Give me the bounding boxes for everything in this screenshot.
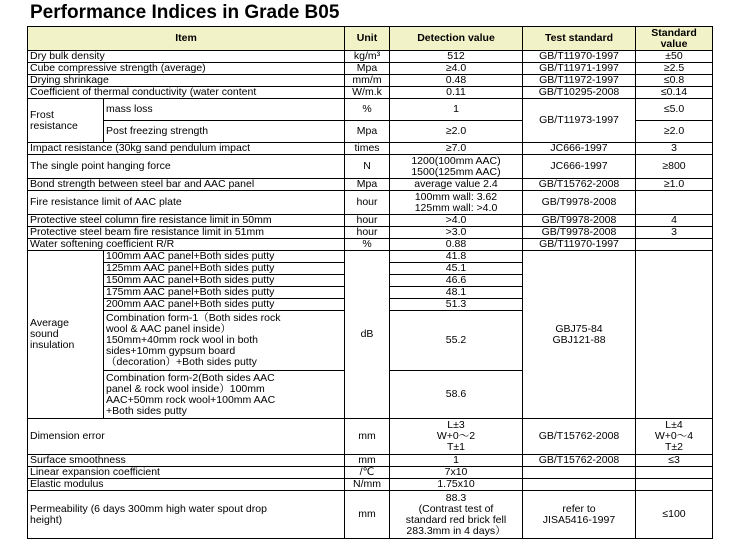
table-row — [28, 155, 713, 179]
unit-cell: mm — [345, 455, 390, 467]
detection-cell: 1200(100mm AAC) 1500(125mm AAC) — [390, 155, 523, 179]
unit-cell: mm/m — [345, 75, 390, 87]
item-cell: 175mm AAC panel+Both sides putty — [104, 287, 345, 299]
standard-value-cell — [636, 239, 713, 251]
standard-value-cell — [636, 467, 713, 479]
test-standard-cell: GB/T11972-1997 — [523, 75, 636, 87]
test-standard-cell: GB/T11971-1997 — [523, 63, 636, 75]
table-row — [28, 227, 713, 239]
standard-value-cell: ≥2.0 — [636, 121, 713, 143]
unit-cell: % — [345, 99, 390, 121]
page-title: Performance Indices in Grade B05 — [30, 2, 340, 23]
table-row — [28, 251, 713, 263]
test-standard-cell: refer to JISA5416-1997 — [523, 491, 636, 539]
standard-value-cell: ≤3 — [636, 455, 713, 467]
item-cell: Dry bulk density — [28, 51, 345, 63]
standard-value-cell — [636, 191, 713, 215]
detection-cell: 41.8 — [390, 251, 523, 263]
table-row — [28, 99, 713, 121]
detection-cell: 45.1 — [390, 263, 523, 275]
frost-group-cell: Frost resistance — [28, 99, 104, 143]
unit-cell: dB — [345, 251, 390, 419]
detection-cell: ≥4.0 — [390, 63, 523, 75]
table-row — [28, 239, 713, 251]
unit-cell: kg/m³ — [345, 51, 390, 63]
header-detection-value: Detection value — [390, 27, 523, 51]
header-item: Item — [28, 27, 345, 51]
unit-cell: % — [345, 239, 390, 251]
detection-cell: 1.75x10 — [390, 479, 523, 491]
item-cell: Elastic modulus — [28, 479, 345, 491]
item-cell: Protective steel beam fire resistance limit in 51mm — [28, 227, 345, 239]
detection-cell: 88.3 (Contrast test of standard red brick fell 283.3mm in 4 days） — [390, 491, 523, 539]
test-standard-cell: GB/T10295-2008 — [523, 87, 636, 99]
item-cell: Linear expansion coefficient — [28, 467, 345, 479]
performance-table — [27, 26, 713, 539]
table-row — [28, 491, 713, 539]
standard-value-cell: ≥2.5 — [636, 63, 713, 75]
detection-cell: 0.48 — [390, 75, 523, 87]
detection-cell: ≥2.0 — [390, 121, 523, 143]
item-cell: Surface smoothness — [28, 455, 345, 467]
item-cell: The single point hanging force — [28, 155, 345, 179]
test-standard-cell: GB/T11973-1997 — [523, 99, 636, 143]
detection-cell: 51.3 — [390, 299, 523, 311]
unit-cell: mm — [345, 419, 390, 455]
standard-value-cell: L±4 W+0～4 T±2 — [636, 419, 713, 455]
test-standard-cell: GB/T11970-1997 — [523, 239, 636, 251]
test-standard-cell: GB/T15762-2008 — [523, 179, 636, 191]
standard-value-cell: ≤0.8 — [636, 75, 713, 87]
table-row — [28, 215, 713, 227]
detection-cell: 48.1 — [390, 287, 523, 299]
table-row — [28, 419, 713, 455]
item-cell: Bond strength between steel bar and AAC panel — [28, 179, 345, 191]
unit-cell: hour — [345, 215, 390, 227]
detection-cell: ≥7.0 — [390, 143, 523, 155]
item-cell: 125mm AAC panel+Both sides putty — [104, 263, 345, 275]
detection-cell: 0.88 — [390, 239, 523, 251]
standard-value-cell — [636, 251, 713, 419]
unit-cell: Mpa — [345, 63, 390, 75]
header-standard-value: Standard value — [636, 27, 713, 51]
standard-value-cell: 3 — [636, 227, 713, 239]
sound-group-cell: Average sound insulation — [28, 251, 104, 419]
detection-cell: 1 — [390, 99, 523, 121]
table-row — [28, 455, 713, 467]
standard-value-cell: ≥800 — [636, 155, 713, 179]
detection-cell: 1 — [390, 455, 523, 467]
test-standard-cell: GB/T9978-2008 — [523, 227, 636, 239]
header-row — [28, 27, 713, 51]
test-standard-cell: GB/T11970-1997 — [523, 51, 636, 63]
table-row — [28, 479, 713, 491]
table-row — [28, 87, 713, 99]
table-row — [28, 467, 713, 479]
test-standard-cell: GBJ75-84 GBJ121-88 — [523, 251, 636, 419]
item-cell: 200mm AAC panel+Both sides putty — [104, 299, 345, 311]
item-cell: Water softening coefficient R/R — [28, 239, 345, 251]
table-row — [28, 179, 713, 191]
test-standard-cell: JC666-1997 — [523, 143, 636, 155]
item-cell: mass loss — [104, 99, 345, 121]
item-cell: 100mm AAC panel+Both sides putty — [104, 251, 345, 263]
item-cell: Post freezing strength — [104, 121, 345, 143]
standard-value-cell: 3 — [636, 143, 713, 155]
detection-cell: >4.0 — [390, 215, 523, 227]
detection-cell: 7x10 — [390, 467, 523, 479]
item-cell: Drying shrinkage — [28, 75, 345, 87]
unit-cell: hour — [345, 191, 390, 215]
table-row — [28, 75, 713, 87]
standard-value-cell: 4 — [636, 215, 713, 227]
item-cell: Fire resistance limit of AAC plate — [28, 191, 345, 215]
detection-cell: 512 — [390, 51, 523, 63]
standard-value-cell: ±50 — [636, 51, 713, 63]
unit-cell: /℃ — [345, 467, 390, 479]
table-row — [28, 63, 713, 75]
unit-cell: times — [345, 143, 390, 155]
item-cell: Dimension error — [28, 419, 345, 455]
item-cell: Combination form-2(Both sides AAC panel & rock wool inside）100mm AAC+50mm rock wool+100mm AAC +Both sides putty — [104, 371, 345, 419]
item-cell: Cube compressive strength (average) — [28, 63, 345, 75]
detection-cell: 100mm wall: 3.62 125mm wall: >4.0 — [390, 191, 523, 215]
unit-cell: N — [345, 155, 390, 179]
test-standard-cell: JC666-1997 — [523, 155, 636, 179]
standard-value-cell: ≤0.14 — [636, 87, 713, 99]
detection-cell: 46.6 — [390, 275, 523, 287]
standard-value-cell: ≥1.0 — [636, 179, 713, 191]
header-test-standard: Test standard — [523, 27, 636, 51]
table-row — [28, 191, 713, 215]
test-standard-cell: GB/T9978-2008 — [523, 191, 636, 215]
test-standard-cell: GB/T9978-2008 — [523, 215, 636, 227]
detection-cell: >3.0 — [390, 227, 523, 239]
unit-cell: hour — [345, 227, 390, 239]
unit-cell: mm — [345, 491, 390, 539]
table-row — [28, 51, 713, 63]
standard-value-cell: ≤100 — [636, 491, 713, 539]
detection-cell: 0.11 — [390, 87, 523, 99]
standard-value-cell — [636, 479, 713, 491]
item-cell: Coefficient of thermal conductivity (water content — [28, 87, 345, 99]
test-standard-cell — [523, 479, 636, 491]
test-standard-cell: GB/T15762-2008 — [523, 419, 636, 455]
test-standard-cell — [523, 467, 636, 479]
item-cell: Permeability (6 days 300mm high water spout drop height) — [28, 491, 345, 539]
test-standard-cell: GB/T15762-2008 — [523, 455, 636, 467]
table-row — [28, 143, 713, 155]
item-cell: Impact resistance (30kg sand pendulum impact — [28, 143, 345, 155]
detection-cell: average value 2.4 — [390, 179, 523, 191]
unit-cell: W/m.k — [345, 87, 390, 99]
unit-cell: Mpa — [345, 121, 390, 143]
detection-cell: 55.2 — [390, 311, 523, 371]
detection-cell: 58.6 — [390, 371, 523, 419]
item-cell: 150mm AAC panel+Both sides putty — [104, 275, 345, 287]
item-cell: Combination form-1（Both sides rock wool & AAC panel inside） 150mm+40mm rock wool in both sides+10mm gypsum board （decoration）+Both sides putty — [104, 311, 345, 371]
item-cell: Protective steel column fire resistance limit in 50mm — [28, 215, 345, 227]
detection-cell: L±3 W+0～2 T±1 — [390, 419, 523, 455]
unit-cell: Mpa — [345, 179, 390, 191]
standard-value-cell: ≤5.0 — [636, 99, 713, 121]
header-unit: Unit — [345, 27, 390, 51]
unit-cell: N/mm — [345, 479, 390, 491]
